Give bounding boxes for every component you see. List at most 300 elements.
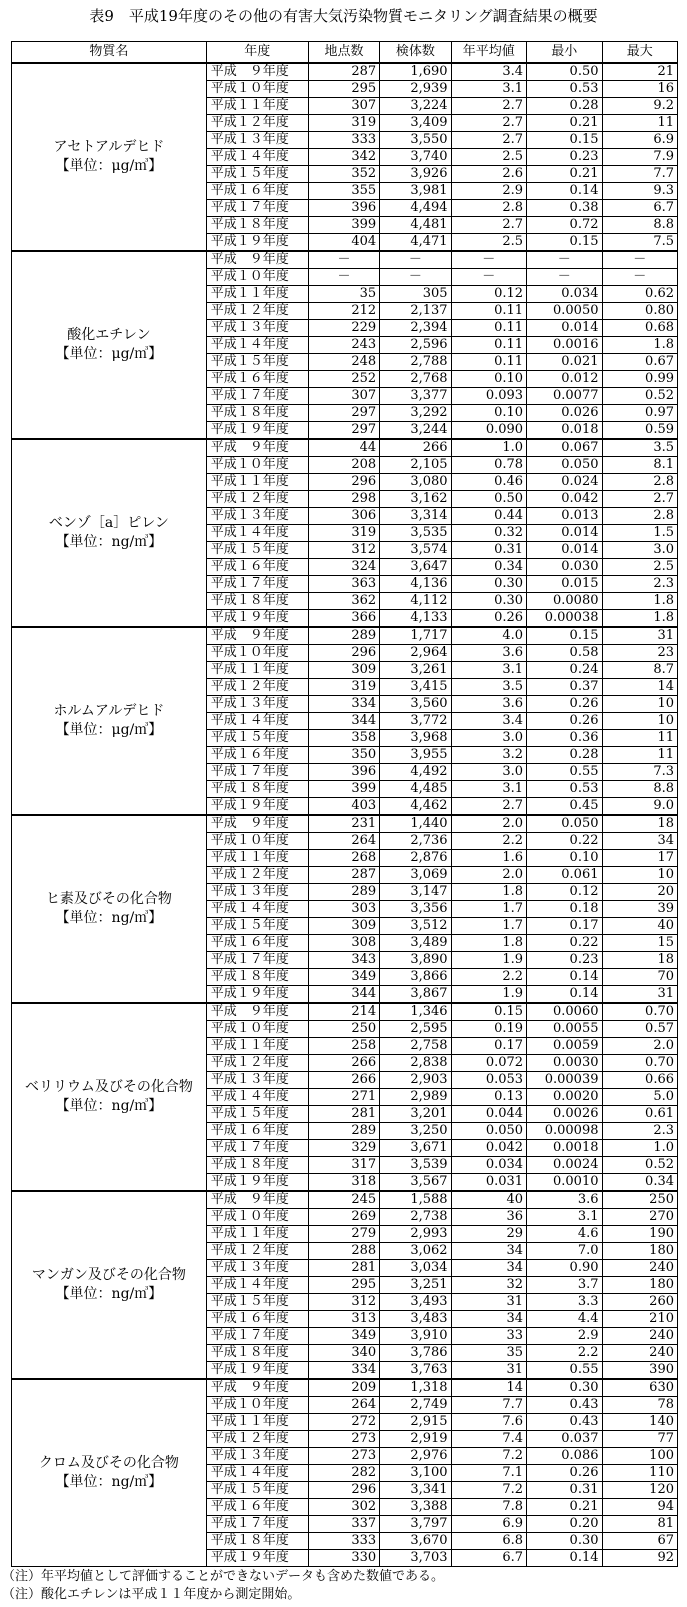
min-cell: 0.12 [527, 884, 602, 901]
max-cell: 3.5 [602, 439, 678, 457]
min-cell: 0.26 [527, 1465, 602, 1482]
year-cell: 平成１６年度 [206, 1311, 308, 1328]
annual-mean-cell: 0.034 [451, 1157, 526, 1174]
annual-mean-cell: 0.34 [451, 559, 526, 576]
samples-cell: 2,768 [380, 371, 451, 388]
annual-mean-cell: 1.0 [451, 439, 526, 457]
min-cell: 0.53 [527, 781, 602, 798]
max-cell: 0.80 [602, 303, 678, 320]
annual-mean-cell: 1.8 [451, 884, 526, 901]
year-cell: 平成１９年度 [206, 1174, 308, 1192]
max-cell: 18 [602, 815, 678, 833]
max-cell: 17 [602, 850, 678, 867]
year-cell: 平成１３年度 [206, 508, 308, 525]
sites-cell: 288 [308, 1243, 379, 1260]
annual-mean-cell: 29 [451, 1226, 526, 1243]
year-cell: 平成１９年度 [206, 798, 308, 816]
sites-cell: 313 [308, 1311, 379, 1328]
col-header-substance: 物質名 [12, 42, 207, 64]
col-header-annual-mean: 年平均値 [451, 42, 526, 64]
annual-mean-cell: 4.0 [451, 627, 526, 645]
min-cell: 0.21 [527, 115, 602, 132]
max-cell: 140 [602, 1414, 678, 1431]
max-cell: 7.9 [602, 149, 678, 166]
min-cell: 0.026 [527, 405, 602, 422]
sites-cell: 248 [308, 354, 379, 371]
annual-mean-cell: 1.9 [451, 986, 526, 1004]
year-cell: 平成１６年度 [206, 1499, 308, 1516]
year-cell: 平成１０年度 [206, 1209, 308, 1226]
samples-cell: 3,890 [380, 952, 451, 969]
samples-cell: 3,292 [380, 405, 451, 422]
max-cell: 0.70 [602, 1055, 678, 1072]
sites-cell: 307 [308, 98, 379, 115]
max-cell: 390 [602, 1362, 678, 1380]
max-cell: 9.2 [602, 98, 678, 115]
sites-cell: 264 [308, 833, 379, 850]
annual-mean-cell: 0.072 [451, 1055, 526, 1072]
max-cell: 2.8 [602, 474, 678, 491]
year-cell: 平成１８年度 [206, 1157, 308, 1174]
year-cell: 平成 ９年度 [206, 627, 308, 645]
annual-mean-cell: 0.19 [451, 1021, 526, 1038]
samples-cell: 3,535 [380, 525, 451, 542]
sites-cell: 258 [308, 1038, 379, 1055]
sites-cell: 281 [308, 1260, 379, 1277]
min-cell: 0.086 [527, 1448, 602, 1465]
min-cell: 0.23 [527, 952, 602, 969]
max-cell: 20 [602, 884, 678, 901]
annual-mean-cell: 3.5 [451, 679, 526, 696]
year-cell: 平成１２年度 [206, 303, 308, 320]
samples-cell: 3,539 [380, 1157, 451, 1174]
samples-cell: 4,133 [380, 610, 451, 628]
annual-mean-cell: 31 [451, 1362, 526, 1380]
max-cell: 2.3 [602, 1123, 678, 1140]
annual-mean-cell: 2.7 [451, 98, 526, 115]
max-cell: 240 [602, 1328, 678, 1345]
annual-mean-cell: 2.7 [451, 132, 526, 149]
sites-cell: 295 [308, 1277, 379, 1294]
min-cell: 0.43 [527, 1414, 602, 1431]
annual-mean-cell: 2.2 [451, 969, 526, 986]
samples-cell: 2,903 [380, 1072, 451, 1089]
substance-name: アセトアルデヒド [53, 139, 165, 155]
max-cell: 110 [602, 1465, 678, 1482]
annual-mean-cell: 0.31 [451, 542, 526, 559]
min-cell: － [527, 251, 602, 269]
max-cell: 6.7 [602, 200, 678, 217]
max-cell: 630 [602, 1379, 678, 1397]
annual-mean-cell: 34 [451, 1243, 526, 1260]
sites-cell: 289 [308, 1123, 379, 1140]
max-cell: 240 [602, 1345, 678, 1362]
sites-cell: 396 [308, 764, 379, 781]
year-cell: 平成１８年度 [206, 969, 308, 986]
samples-cell: 3,388 [380, 1499, 451, 1516]
min-cell: 0.45 [527, 798, 602, 816]
year-cell: 平成１５年度 [206, 542, 308, 559]
year-cell: 平成１６年度 [206, 747, 308, 764]
sites-cell: 344 [308, 986, 379, 1004]
samples-cell: 3,740 [380, 149, 451, 166]
max-cell: 16 [602, 81, 678, 98]
max-cell: － [602, 269, 678, 286]
year-cell: 平成１５年度 [206, 730, 308, 747]
year-cell: 平成１６年度 [206, 1123, 308, 1140]
max-cell: 2.7 [602, 491, 678, 508]
annual-mean-cell: 0.10 [451, 405, 526, 422]
sites-cell: 404 [308, 234, 379, 252]
min-cell: 0.30 [527, 1379, 602, 1397]
substance-cell [12, 251, 207, 439]
sites-cell: 396 [308, 200, 379, 217]
sites-cell: 312 [308, 1294, 379, 1311]
min-cell: 0.0016 [527, 337, 602, 354]
samples-cell: 3,550 [380, 132, 451, 149]
year-cell: 平成１８年度 [206, 217, 308, 234]
samples-cell: 4,112 [380, 593, 451, 610]
samples-cell: 3,409 [380, 115, 451, 132]
max-cell: 0.70 [602, 1003, 678, 1021]
samples-cell: 3,512 [380, 918, 451, 935]
annual-mean-cell: 7.2 [451, 1448, 526, 1465]
substance-unit: 【単位：μg/㎥】 [55, 346, 163, 362]
sites-cell: 209 [308, 1379, 379, 1397]
annual-mean-cell: 2.9 [451, 183, 526, 200]
sites-cell: 340 [308, 1345, 379, 1362]
sites-cell: 349 [308, 969, 379, 986]
sites-cell: 318 [308, 1174, 379, 1192]
samples-cell: 3,415 [380, 679, 451, 696]
min-cell: 0.14 [527, 1550, 602, 1567]
sites-cell: 334 [308, 1362, 379, 1380]
sites-cell: 296 [308, 645, 379, 662]
sites-cell: 324 [308, 559, 379, 576]
annual-mean-cell: 3.0 [451, 730, 526, 747]
annual-mean-cell: 0.10 [451, 371, 526, 388]
min-cell: 0.034 [527, 286, 602, 303]
annual-mean-cell: 7.1 [451, 1465, 526, 1482]
min-cell: 3.7 [527, 1277, 602, 1294]
samples-cell: 3,162 [380, 491, 451, 508]
year-cell: 平成１９年度 [206, 422, 308, 440]
max-cell: 9.0 [602, 798, 678, 816]
sites-cell: 309 [308, 918, 379, 935]
samples-cell: 4,494 [380, 200, 451, 217]
min-cell: 0.0077 [527, 388, 602, 405]
min-cell: 3.6 [527, 1191, 602, 1209]
max-cell: 5.0 [602, 1089, 678, 1106]
samples-cell: 4,471 [380, 234, 451, 252]
max-cell: 2.5 [602, 559, 678, 576]
sites-cell: 250 [308, 1021, 379, 1038]
annual-mean-cell: 2.2 [451, 833, 526, 850]
year-cell: 平成１８年度 [206, 593, 308, 610]
annual-mean-cell: 1.6 [451, 850, 526, 867]
max-cell: 1.5 [602, 525, 678, 542]
sites-cell: 309 [308, 662, 379, 679]
year-cell: 平成１３年度 [206, 1448, 308, 1465]
annual-mean-cell: 35 [451, 1345, 526, 1362]
year-cell: 平成１４年度 [206, 1277, 308, 1294]
min-cell: 0.26 [527, 713, 602, 730]
sites-cell: 319 [308, 679, 379, 696]
min-cell: 0.0060 [527, 1003, 602, 1021]
annual-mean-cell: 0.044 [451, 1106, 526, 1123]
annual-mean-cell: 3.6 [451, 645, 526, 662]
max-cell: 0.67 [602, 354, 678, 371]
sites-cell: 287 [308, 867, 379, 884]
annual-mean-cell: 0.11 [451, 354, 526, 371]
year-cell: 平成１７年度 [206, 952, 308, 969]
max-cell: 8.1 [602, 457, 678, 474]
max-cell: 11 [602, 115, 678, 132]
min-cell: 0.28 [527, 98, 602, 115]
max-cell: 0.97 [602, 405, 678, 422]
min-cell: 0.0026 [527, 1106, 602, 1123]
min-cell: 0.15 [527, 234, 602, 252]
min-cell: 0.014 [527, 320, 602, 337]
annual-mean-cell: 3.4 [451, 713, 526, 730]
table-body [12, 63, 678, 1567]
year-cell: 平成１７年度 [206, 388, 308, 405]
annual-mean-cell: 0.13 [451, 1089, 526, 1106]
samples-cell: 3,069 [380, 867, 451, 884]
sites-cell: 297 [308, 405, 379, 422]
year-cell: 平成１８年度 [206, 781, 308, 798]
col-header-max: 最大 [602, 42, 678, 64]
sites-cell: 337 [308, 1516, 379, 1533]
max-cell: 92 [602, 1550, 678, 1567]
min-cell: 0.10 [527, 850, 602, 867]
notes [2, 1568, 444, 1604]
min-cell: 0.15 [527, 627, 602, 645]
sites-cell: 289 [308, 884, 379, 901]
samples-cell: 3,377 [380, 388, 451, 405]
min-cell: 0.15 [527, 132, 602, 149]
annual-mean-cell: 0.32 [451, 525, 526, 542]
year-cell: 平成 ９年度 [206, 1191, 308, 1209]
annual-mean-cell: 0.050 [451, 1123, 526, 1140]
annual-mean-cell: 7.7 [451, 1397, 526, 1414]
year-cell: 平成 ９年度 [206, 1379, 308, 1397]
min-cell: 0.26 [527, 696, 602, 713]
annual-mean-cell: 0.042 [451, 1140, 526, 1157]
samples-cell: 3,560 [380, 696, 451, 713]
substance-cell [12, 1379, 207, 1567]
monitoring-table [11, 41, 678, 1567]
year-cell: 平成１４年度 [206, 1465, 308, 1482]
table-row [12, 1003, 678, 1021]
sites-cell: 214 [308, 1003, 379, 1021]
min-cell: 0.17 [527, 918, 602, 935]
sites-cell: 287 [308, 63, 379, 81]
max-cell: 270 [602, 1209, 678, 1226]
year-cell: 平成１６年度 [206, 183, 308, 200]
annual-mean-cell: 1.8 [451, 935, 526, 952]
annual-mean-cell: 2.0 [451, 867, 526, 884]
sites-cell: 358 [308, 730, 379, 747]
min-cell: 0.013 [527, 508, 602, 525]
substance-unit: 【単位：ng/㎥】 [55, 910, 163, 926]
sites-cell: 319 [308, 525, 379, 542]
year-cell: 平成１６年度 [206, 935, 308, 952]
substance-unit: 【単位：ng/㎥】 [55, 534, 163, 550]
min-cell: 0.37 [527, 679, 602, 696]
samples-cell: 2,394 [380, 320, 451, 337]
sites-cell: 231 [308, 815, 379, 833]
sites-cell: 273 [308, 1448, 379, 1465]
year-cell: 平成１１年度 [206, 1226, 308, 1243]
min-cell: 0.14 [527, 183, 602, 200]
max-cell: 190 [602, 1226, 678, 1243]
sites-cell: 307 [308, 388, 379, 405]
sites-cell: 362 [308, 593, 379, 610]
annual-mean-cell: － [451, 269, 526, 286]
samples-cell: 3,786 [380, 1345, 451, 1362]
year-cell: 平成 ９年度 [206, 251, 308, 269]
sites-cell: 403 [308, 798, 379, 816]
annual-mean-cell: 3.1 [451, 781, 526, 798]
col-header-sites: 地点数 [308, 42, 379, 64]
min-cell: 0.55 [527, 1362, 602, 1380]
samples-cell: 3,567 [380, 1174, 451, 1192]
samples-cell: 3,080 [380, 474, 451, 491]
max-cell: 10 [602, 867, 678, 884]
samples-cell: 3,955 [380, 747, 451, 764]
samples-cell: 3,341 [380, 1482, 451, 1499]
samples-cell: 3,703 [380, 1550, 451, 1567]
samples-cell: 1,588 [380, 1191, 451, 1209]
annual-mean-cell: 0.50 [451, 491, 526, 508]
min-cell: 0.050 [527, 457, 602, 474]
sites-cell: 208 [308, 457, 379, 474]
min-cell: 0.23 [527, 149, 602, 166]
samples-cell: 2,976 [380, 1448, 451, 1465]
table-row [12, 627, 678, 645]
samples-cell: 3,574 [380, 542, 451, 559]
year-cell: 平成１７年度 [206, 200, 308, 217]
year-cell: 平成１７年度 [206, 1516, 308, 1533]
min-cell: 0.0010 [527, 1174, 602, 1192]
min-cell: 0.14 [527, 969, 602, 986]
year-cell: 平成１１年度 [206, 98, 308, 115]
min-cell: 0.0080 [527, 593, 602, 610]
substance-unit: 【単位：ng/㎥】 [55, 1286, 163, 1302]
year-cell: 平成１５年度 [206, 166, 308, 183]
sites-cell: 319 [308, 115, 379, 132]
samples-cell: 3,483 [380, 1311, 451, 1328]
samples-cell: 3,314 [380, 508, 451, 525]
annual-mean-cell: 3.4 [451, 63, 526, 81]
year-cell: 平成１２年度 [206, 867, 308, 884]
year-cell: 平成１９年度 [206, 610, 308, 628]
annual-mean-cell: 32 [451, 1277, 526, 1294]
page-title: 表9 平成19年度のその他の有害大気汚染物質モニタリング調査結果の概要 [89, 7, 598, 25]
samples-cell: 3,968 [380, 730, 451, 747]
year-cell: 平成１５年度 [206, 1482, 308, 1499]
year-cell: 平成 ９年度 [206, 439, 308, 457]
annual-mean-cell: 2.7 [451, 115, 526, 132]
min-cell: 4.4 [527, 1311, 602, 1328]
max-cell: 10 [602, 713, 678, 730]
samples-cell: 3,261 [380, 662, 451, 679]
samples-cell: 3,244 [380, 422, 451, 440]
year-cell: 平成１３年度 [206, 696, 308, 713]
sites-cell: 302 [308, 1499, 379, 1516]
substance-name: ベンゾ［a］ピレン [48, 515, 169, 531]
samples-cell: 2,964 [380, 645, 451, 662]
sites-cell: 349 [308, 1328, 379, 1345]
sites-cell: 272 [308, 1414, 379, 1431]
year-cell: 平成１４年度 [206, 901, 308, 918]
min-cell: 0.22 [527, 833, 602, 850]
year-cell: 平成 ９年度 [206, 815, 308, 833]
sites-cell: 266 [308, 1055, 379, 1072]
substance-cell [12, 63, 207, 251]
max-cell: 8.8 [602, 781, 678, 798]
annual-mean-cell: 2.5 [451, 234, 526, 252]
year-cell: 平成１９年度 [206, 234, 308, 252]
samples-cell: 2,758 [380, 1038, 451, 1055]
max-cell: 40 [602, 918, 678, 935]
annual-mean-cell: 34 [451, 1311, 526, 1328]
annual-mean-cell: 2.6 [451, 166, 526, 183]
sites-cell: 333 [308, 1533, 379, 1550]
samples-cell: 2,595 [380, 1021, 451, 1038]
annual-mean-cell: 0.44 [451, 508, 526, 525]
sites-cell: 350 [308, 747, 379, 764]
annual-mean-cell: 2.7 [451, 798, 526, 816]
substance-cell [12, 439, 207, 627]
year-cell: 平成１７年度 [206, 1328, 308, 1345]
min-cell: 0.0030 [527, 1055, 602, 1072]
annual-mean-cell: 3.0 [451, 764, 526, 781]
samples-cell: 2,749 [380, 1397, 451, 1414]
sites-cell: 282 [308, 1465, 379, 1482]
samples-cell: 3,671 [380, 1140, 451, 1157]
samples-cell: 2,939 [380, 81, 451, 98]
substance-name: ベリリウム及びその化合物 [24, 1079, 193, 1095]
annual-mean-cell: 1.9 [451, 952, 526, 969]
note-1: （注）年平均値として評価することができないデータも含めた数値である。 [2, 1569, 445, 1584]
year-cell: 平成１７年度 [206, 576, 308, 593]
samples-cell: 3,866 [380, 969, 451, 986]
samples-cell: 3,926 [380, 166, 451, 183]
year-cell: 平成１４年度 [206, 1089, 308, 1106]
annual-mean-cell: 40 [451, 1191, 526, 1209]
substance-unit: 【単位：ng/㎥】 [55, 1474, 163, 1490]
max-cell: 77 [602, 1431, 678, 1448]
samples-cell: 2,915 [380, 1414, 451, 1431]
max-cell: 67 [602, 1533, 678, 1550]
max-cell: 180 [602, 1243, 678, 1260]
annual-mean-cell: 3.1 [451, 662, 526, 679]
samples-cell: 3,772 [380, 713, 451, 730]
samples-cell: － [380, 269, 451, 286]
min-cell: 0.0055 [527, 1021, 602, 1038]
sites-cell: 399 [308, 217, 379, 234]
samples-cell: 2,596 [380, 337, 451, 354]
max-cell: 11 [602, 730, 678, 747]
max-cell: 0.66 [602, 1072, 678, 1089]
min-cell: 0.21 [527, 1499, 602, 1516]
min-cell: 0.067 [527, 439, 602, 457]
min-cell: 0.00038 [527, 610, 602, 628]
min-cell: 0.22 [527, 935, 602, 952]
samples-cell: 1,318 [380, 1379, 451, 1397]
